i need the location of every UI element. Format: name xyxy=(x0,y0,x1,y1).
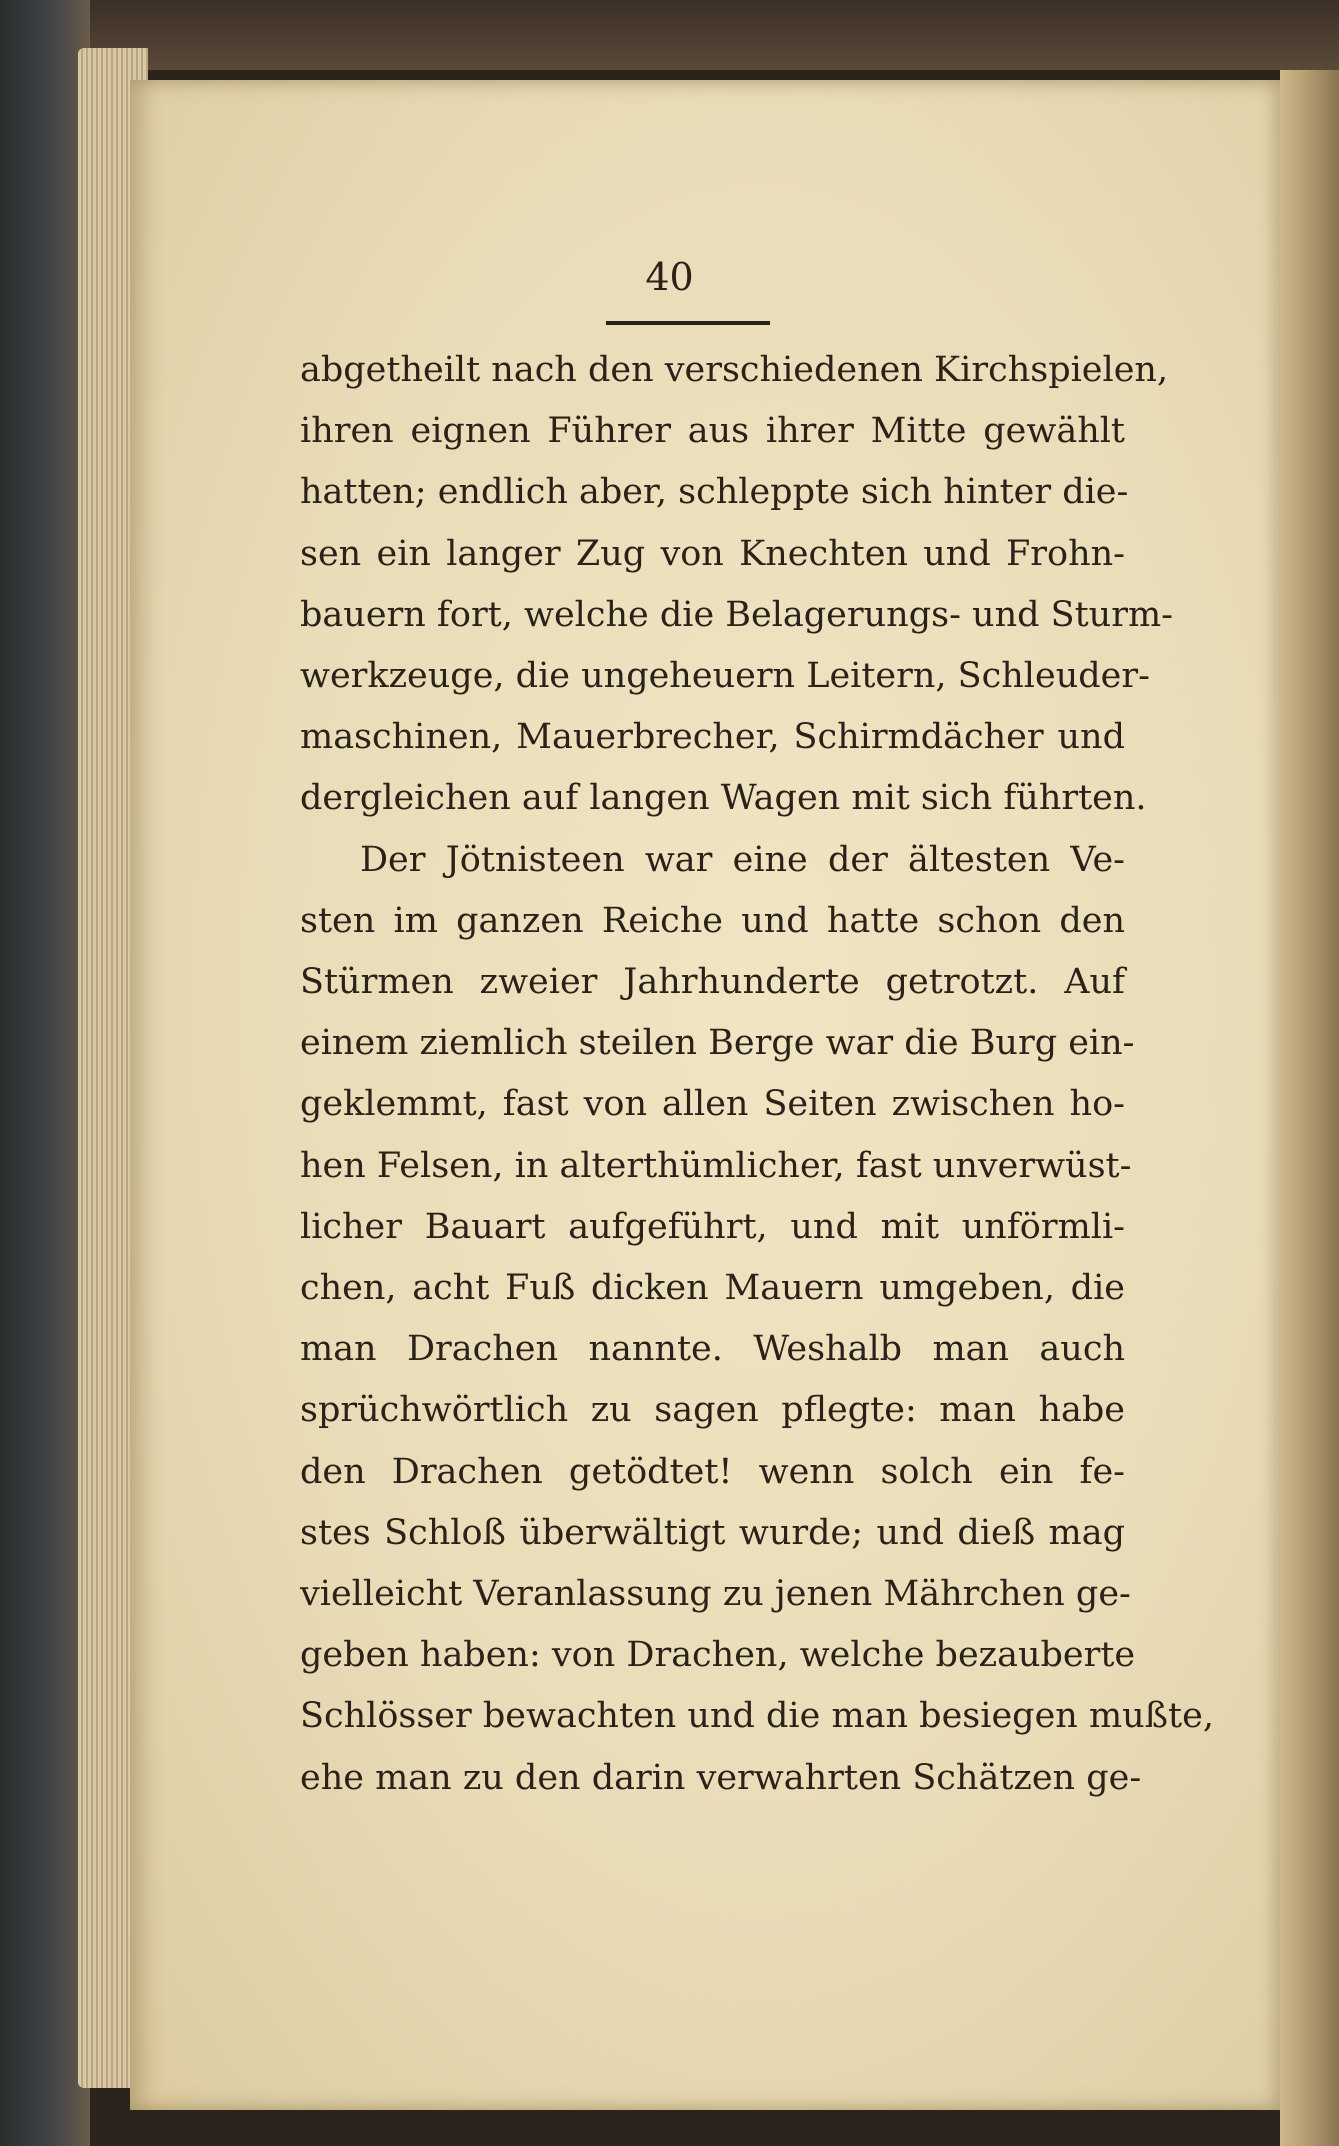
text-line: chen, acht Fuß dicken Mauern umgeben, die xyxy=(300,1268,1125,1309)
body-text xyxy=(300,340,1214,1809)
text-line: geben haben: von Drachen, welche bezauberte xyxy=(300,1635,1136,1676)
book-cover-top xyxy=(0,0,1339,70)
book-gutter xyxy=(1280,70,1339,2146)
text-line: geklemmt, fast von allen Seiten zwischen ho- xyxy=(300,1084,1125,1125)
text-line: stes Schloß überwältigt wurde; und dieß mag xyxy=(300,1512,1125,1553)
text-line: einem ziemlich steilen Berge war die Burg ein- xyxy=(300,1023,1135,1064)
text-line: hen Felsen, in alterthümlicher, fast unverwüst- xyxy=(300,1145,1132,1186)
text-line: maschinen, Mauerbrecher, Schirmdächer und xyxy=(300,717,1125,758)
text-line: licher Bauart aufgeführt, und mit unförmli- xyxy=(300,1206,1125,1247)
text-line: Schlösser bewachten und die man besiegen mußte, xyxy=(300,1696,1214,1737)
text-line: dergleichen auf langen Wagen mit sich führten. xyxy=(300,778,1147,819)
text-line: hatten; endlich aber, schleppte sich hinter die- xyxy=(300,472,1129,513)
text-line: sen ein langer Zug von Knechten und Frohn- xyxy=(300,533,1125,574)
text-line: den Drachen getödtet! wenn solch ein fe- xyxy=(300,1451,1125,1492)
text-line: sten im ganzen Reiche und hatte schon den xyxy=(300,900,1125,941)
text-line: man Drachen nannte. Weshalb man auch xyxy=(300,1329,1125,1370)
page-number: 40 xyxy=(645,255,694,299)
text-line: bauern fort, welche die Belagerungs- und Sturm- xyxy=(300,594,1173,635)
text-line: ihren eignen Führer aus ihrer Mitte gewählt xyxy=(300,411,1125,452)
text-line: werkzeuge, die ungeheuern Leitern, Schleuder- xyxy=(300,656,1150,697)
text-line: sprüchwörtlich zu sagen pflegte: man habe xyxy=(300,1390,1125,1431)
header-rule xyxy=(606,321,770,325)
text-line: abgetheilt nach den verschiedenen Kirchspielen, xyxy=(300,350,1169,390)
text-line: ehe man zu den darin verwahrten Schätzen ge- xyxy=(300,1757,1142,1798)
text-line: Der Jötnisteen war eine der ältesten Ve- xyxy=(360,839,1125,880)
text-line: vielleicht Veranlassung zu jenen Mährchen ge- xyxy=(300,1574,1131,1615)
text-line: Stürmen zweier Jahrhunderte getrotzt. Auf xyxy=(300,962,1125,1003)
book-cover-left xyxy=(0,0,90,2146)
